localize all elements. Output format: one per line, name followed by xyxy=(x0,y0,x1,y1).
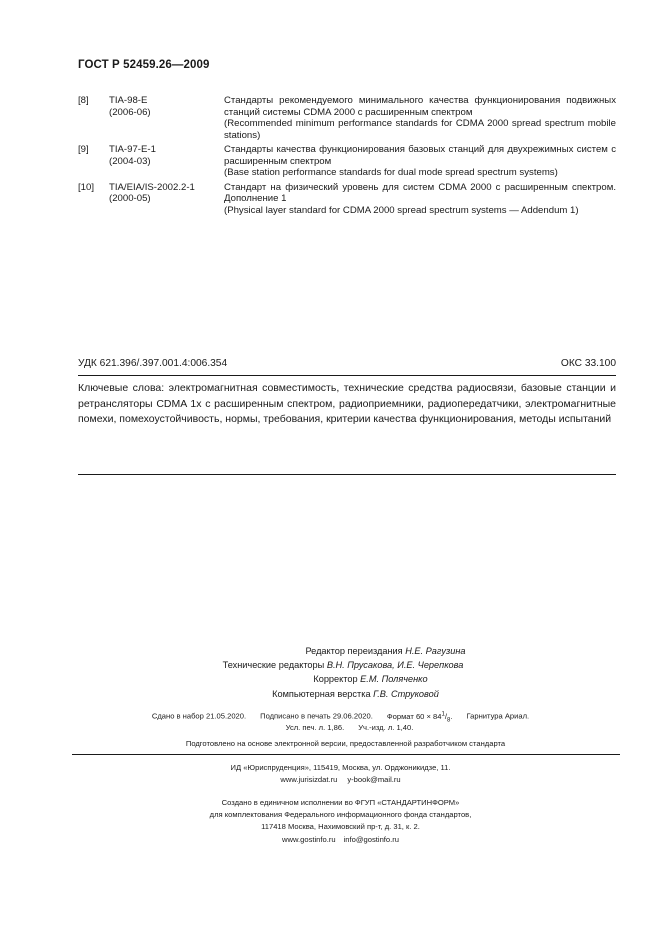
reference-code-block xyxy=(109,144,224,179)
produced-block xyxy=(0,797,661,846)
publisher-website[interactable]: www.jurisizdat.ru xyxy=(280,775,338,785)
produced-contacts xyxy=(20,834,661,846)
divider-top xyxy=(78,375,616,376)
udk-code: УДК 621.396/.397.001.4:006.354 xyxy=(78,358,228,369)
imprint-signed: Подписано в печать 29.06.2020. xyxy=(260,711,373,721)
imprint-pub-sheets: Уч.-изд. л. 1,40. xyxy=(358,723,414,732)
produced-website[interactable]: www.gostinfo.ru xyxy=(281,834,336,844)
reference-number: [10] xyxy=(78,181,95,193)
references-list xyxy=(78,95,616,219)
reference-code-block xyxy=(109,182,224,217)
credit-layout xyxy=(0,687,661,701)
reference-code: TIA-97-E-1 xyxy=(109,144,156,155)
reference-description xyxy=(224,144,616,179)
oks-code: ОКС 33.100 xyxy=(560,358,616,369)
credit-corrector xyxy=(0,672,661,686)
divider-bottom xyxy=(78,474,616,475)
credit-tech-name-1: В.Н. Прусакова, xyxy=(326,660,395,671)
imprint-typeface: Гарнитура Ариал. xyxy=(466,711,530,721)
credit-corrector-name: Е.М. Поляченко xyxy=(360,674,428,685)
credit-tech-label: Технические редакторы xyxy=(222,660,325,671)
publisher-block xyxy=(0,762,661,786)
reference-code: TIA/EIA/IS-2002.2-1 xyxy=(109,181,195,193)
classification-row xyxy=(78,358,616,369)
reference-item xyxy=(78,182,616,217)
produced-line-1: Создано в единичном исполнении во ФГУП «СТАНДАРТИНФОРМ» xyxy=(221,798,460,807)
keywords-paragraph: Ключевые слова: электромагнитная совместимость, технические средства радиосвязи, базовые станции и ретрансляторы CDMA 1x с расширенным спектром, радиоприемники, радиопередатчики, электромагнитные помехи, помехоустойчивость, нормы, требования, критерии качества функционирования, методы испытаний xyxy=(78,382,616,426)
reference-year: (2006-06) xyxy=(109,106,151,118)
imprint-format-denominator: 8 xyxy=(446,717,451,724)
reference-description xyxy=(224,182,616,217)
credit-layout-name: Г.В. Струковой xyxy=(373,688,439,699)
reference-desc-ru: Стандарты качества функционирования базовых станций для двухрежимных систем с расширенным спектром xyxy=(224,144,616,167)
reference-desc-en: (Physical layer standard for CDMA 2000 spread spectrum systems — Addendum 1) xyxy=(224,204,579,216)
reference-item xyxy=(78,144,616,179)
reference-number: [9] xyxy=(78,144,89,155)
credit-editor-name: Н.Е. Рагузина xyxy=(405,646,466,656)
reference-item xyxy=(78,95,616,141)
reference-code-block xyxy=(109,95,224,141)
publisher-address: ИД «Юриспруденция», 115419, Москва, ул. Орджоникидзе, 11. xyxy=(230,763,451,772)
credit-tech-name-2: И.Е. Черепкова xyxy=(397,660,464,671)
imprint-line-2 xyxy=(0,722,661,735)
imprint-format-numerator: 1 xyxy=(441,711,445,717)
publisher-email[interactable]: y-book@mail.ru xyxy=(347,775,401,785)
imprint-submitted: Сдано в набор 21.05.2020. xyxy=(151,711,247,721)
credit-editor xyxy=(0,644,661,658)
reference-year: (2004-03) xyxy=(109,155,151,167)
document-header: ГОСТ Р 52459.26—2009 xyxy=(78,59,210,71)
reference-desc-en: (Base station performance standards for dual mode spread spectrum systems) xyxy=(224,167,558,178)
credit-layout-label: Компьютерная верстка xyxy=(272,688,371,699)
imprint-format: Формат $60 \times 84^1/_8$. xyxy=(386,711,453,724)
publisher-contacts xyxy=(20,774,661,786)
reference-code: TIA-98-E xyxy=(109,95,148,106)
imprint-format-prefix: Формат 60 × 84 xyxy=(386,711,442,721)
imprint-print-sheets: Усл. печ. л. 1,86. xyxy=(285,723,345,732)
produced-line-3: 117418 Москва, Нахимовский пр-т, д. 31, к. 2. xyxy=(261,822,420,832)
produced-email[interactable]: info@gostinfo.ru xyxy=(343,834,400,844)
credits-block xyxy=(0,644,661,701)
credit-tech-editors xyxy=(0,658,661,672)
credit-editor-label: Редактор переиздания xyxy=(305,646,403,656)
credit-corrector-label: Корректор xyxy=(313,674,358,685)
reference-number: [8] xyxy=(78,95,89,106)
prepared-note: Подготовлено на основе электронной версии, предоставленной разработчиком стандарта xyxy=(185,739,506,748)
produced-line-2: для комплектования Федерального информационного фонда стандартов, xyxy=(209,810,472,820)
reference-desc-en: (Recommended minimum performance standards for CDMA 2000 spread spectrum mobile stations) xyxy=(224,118,616,141)
reference-description xyxy=(224,95,616,141)
imprint-format-suffix: . xyxy=(450,711,453,721)
reference-desc-ru: Стандарты рекомендуемого минимального качества функционирования подвижных станций системы CDMA 2000 с расширенным спектром xyxy=(224,95,616,118)
reference-desc-ru: Стандарт на физический уровень для систем CDMA 2000 с расширенным спектром. Дополнение 1 xyxy=(224,181,616,204)
divider-footer xyxy=(72,754,620,755)
reference-year: (2000-05) xyxy=(109,193,151,204)
